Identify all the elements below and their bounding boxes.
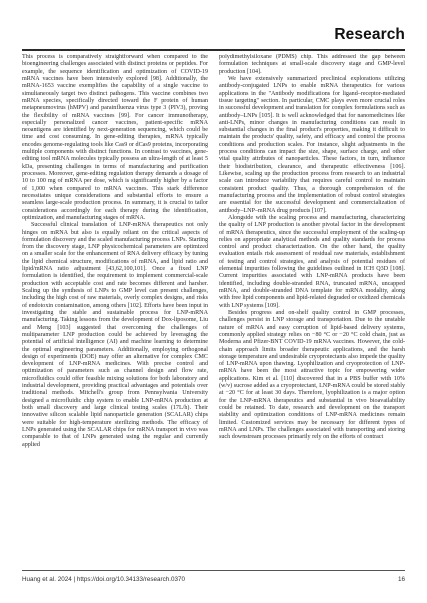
page-header — [0, 0, 427, 52]
page-number: 16 — [397, 576, 405, 583]
paragraph: Alongside with the scaling process and manufacturing, characterizing the quality of LNP production is another pivotal factor in the development of mRNA therapeutics, since the successful employment of the scaling-up relies on appropriate analytical methods and quality standards for process control and product characterization. On the other hand, the quality evaluation entails risk assessment of residual raw materials, establishment of testing and control strategies, and analysis of potential residues of elemental impurities following the guidelines outlined in ICH Q3D [108]. Current impurities associated with LNP-mRNA products have been identified, including double-stranded RNA, truncated mRNA, uncapped mRNA, and double-stranded DNA template for mRNA modality, along with free lipid components and lipid-related degraded or oxidized chemicals with LNP systems [109]. — [219, 214, 405, 309]
right-column — [219, 54, 405, 562]
paragraph: Successful clinical translation of LNP-mRNA therapeutics not only hinges on mRNA but also is equally reliant on the critical aspects of formulation discovery and the scaled manufacturing process LNPs. Starting from the discovery stage, LNP physicochemical parameters are optimized on a smaller scale for the enhancement of RNA delivery efficacy by tuning the lipid chemical structure, modifications of mRNA, and lipid ratio and lipid/mRNA ratio adjustment [43,62,100,101]. Once a fixed LNP formulation is identified, the requirement to implement commercial-scale production with acceptable cost and rate becomes different and harsher. Scaling up the synthesis of LNPs to GMP level can present challenges, including the high cost of raw materials, overly complex designs, and risks of endotoxin contamination, among others [102]. Efforts have been input in investigating the stable and sustainable process for LNP-mRNA manufacturing. Taking lessons from the development of Dox-liposome, Liu and Meng [103] suggested that overcoming the challenges of multiparameter LNP production could be achieved by leveraging the potential of artificial intelligence (AI) and machine learning to determine the optimal engineering parameters. Additionally, employing orthogonal design of experiments (DOE) may offer an alternative for complex CMC development of LNP-mRNA medicines. With precise control and optimization of parameters such as channel design and flow rate, microfluidics could offer feasible mixing solutions for both laboratory and industrial development, providing practical advantages and potentials over traditional methods. Mitchell's group from Pennsylvania University designed a microfluidic chip system to enable LNP-mRNA production at both small discovery and large clinical testing scales (17L/h). Their innovative silicon scalable lipid nanoparticle generation (SCALAR) chips were suitable for high-temperature sterilizing methods. The efficacy of LNPs generated using the SCALAR chips for mRNA transport in vivo was comparable to that of LNPs generated using the regular and currently applied — [22, 222, 208, 448]
paragraph: Besides progress and on-shelf quality control in GMP processes, challenges persist in LNP storage and transportation. Due to the unstable nature of mRNA and easy corruption of lipid-based delivery systems, commonly applied strategy relies on −80 °C or −20 °C cold chain, just as Moderna and Pfizer-BNT COVID-19 mRNA vaccines. However, the cold-chain approach limits broader therapeutic applications, and the harsh storage temperature and undesirable cryoprotectants also impede the quality of LNP-mRNA upon thawing. Lyophilization and cryoprotection of LNP-mRNA have been the most attractive topic for empowering wider applications. Kim et al. [110] discovered that in a PBS buffer with 10% (w/v) sucrose added as a cryoprotectant, LNP-mRNA could be stored stably at −20 °C for at least 30 days. Therefore, lyophilization is a major option for the LNP-mRNA therapeutics and substantial in vivo bioavailability could be retained. To date, research and development on the transport stability and optimization conditions of LNP-mRNA medicines remain limited. Customized services may be necessary for different types of mRNA and LNPs. The challenges associated with transporting and storing such downstream processes primarily rely on the efforts of contract — [219, 309, 405, 441]
paragraph: We have extensively summarized preclinical explorations utilizing antibody-conjugated LNPs to enable mRNA therapeutics for various applications in the "Antibody modifications for ligand–receptor-mediated tissue targeting" section. In particular, CMC plays even more crucial roles in successful development and translation for complex formulations such as antibody–LNPs [105]. It is well acknowledged that for nanomedicines like anti-LNPs, minor changes in manufacturing conditions can result in substantial changes in the final product's properties, making it difficult to maintain the products' quality, safety, and efficacy and control the process conditions and production scales. For instance, slight adjustments in the process conditions can impact the size, shape, surface charge, and other vital quality attributes of nanoparticles. These factors, in turn, influence their biodistribution, clearance, and therapeutic effectiveness [106]. Likewise, scaling up the production process from research to an industrial scale can introduce variability that requires careful control to maintain consistent product quality. Thus, a thorough comprehension of the manufacturing process and the implementation of robust control strategies are essential for the successful development and commercialization of antibody–LNP–mRNA drug products [107]. — [219, 75, 405, 214]
footer-rule — [22, 570, 405, 571]
header-rule — [22, 49, 405, 51]
paragraph: This process is comparatively straightforward when compared to the bioengineering challenges associated with distinct proteins or peptides. For example, the sequence identification and optimization of COVID-19 mRNA vaccines have been intensively explored [98]. Additionally, the mRNA-1653 vaccine exemplifies the capability of a single vaccine to simultaneously target two distinct pathogens. This vaccine combines two mRNA species, specifically directed toward the F protein of human metapneumovirus (hMPV) and parainfluenza virus type 3 (PIV3), proving the flexibility of mRNA vaccines [99]. For cancer immunotherapy, especially personalized cancer vaccines, patient-specific mRNA neoantigens are identified by next-generation sequencing, which could be time and cost consuming. In gene-editing therapies, mRNA typically encodes genome-regulating tools like Cas9 or dCas9 proteins, incorporating multiple components with distinct functions. In contrast to vaccines, gene-editing tool mRNA molecules typically possess an ultra-length of at least 5 kDa, presenting challenges in terms of manufacturing and purification processes. Moreover, gene-editing regulation therapy demands a dosage of 10 to 100 mg of mRNA per dose, which is significantly higher by a factor of 1,000 when compared to mRNA vaccines. This stark difference necessitates unique considerations and substantial efforts to ensure a seamless large-scale production process. In summary, it is crucial to tailor considerations accordingly for each therapy during the identification, optimization, and manufacturing stages of mRNA. — [22, 54, 208, 221]
article-body — [22, 54, 405, 562]
section-label: Research — [334, 26, 405, 43]
paragraph-continued: polydimethylsiloxane (PDMS) chip. This addressed the gap between formulation techniques at small-scale discovery stage and GMP-level production [104]. — [219, 54, 405, 75]
page-footer — [22, 574, 405, 586]
citation-doi-link[interactable]: Huang et al. 2024 | https://doi.org/10.34133/research.0370 — [22, 576, 186, 583]
left-column — [22, 54, 208, 562]
